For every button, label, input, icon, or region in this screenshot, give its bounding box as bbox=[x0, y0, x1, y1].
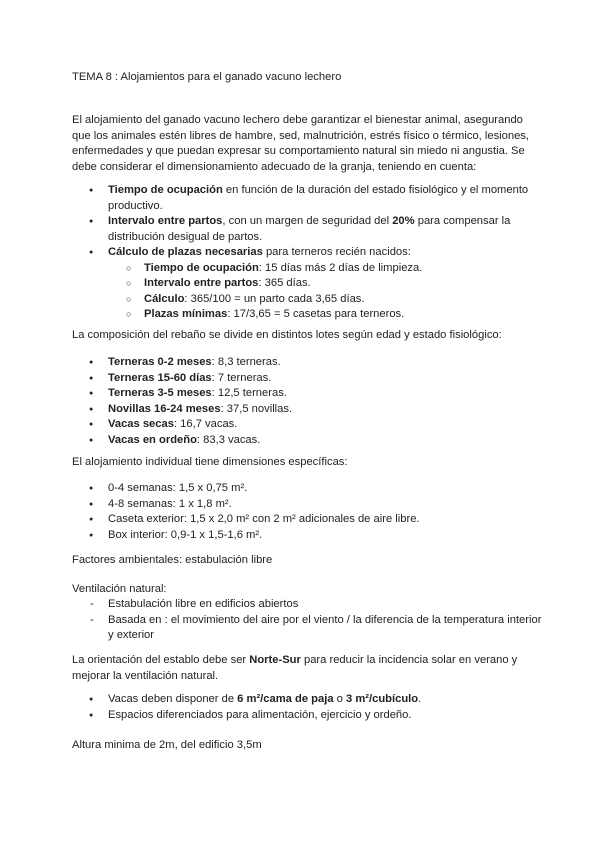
list-item bbox=[108, 261, 542, 277]
item-bold: Vacas secas bbox=[108, 418, 174, 430]
item-bold: Cálculo bbox=[144, 292, 185, 305]
individual-intro: El alojamiento individual tiene dimensiones específicas: bbox=[72, 456, 348, 468]
list-item bbox=[72, 386, 292, 402]
item-text: : 83,3 vacas. bbox=[196, 433, 261, 446]
factors-line: Factores ambientales: estabulación libre bbox=[72, 554, 273, 566]
list-item: ● 0-4 semanas: 1,5 x 0,75 m². bbox=[72, 481, 420, 497]
item-text: : 37,5 novillas. bbox=[220, 402, 293, 415]
list-item bbox=[108, 292, 542, 308]
list-item bbox=[72, 183, 542, 214]
list-item bbox=[108, 276, 542, 292]
list-item bbox=[72, 692, 421, 708]
list-item bbox=[72, 245, 542, 323]
item-bold: Terneras 3-5 meses bbox=[108, 387, 212, 399]
item-text: : 12,5 terneras. bbox=[211, 387, 287, 399]
list-item bbox=[72, 371, 292, 387]
calc-sublist bbox=[108, 261, 542, 323]
herd-intro: La composición del rebaño se divide en distintos lotes según edad y estado fisiológico: bbox=[72, 329, 502, 341]
item-text: : 365/100 = un parto cada 3,65 días. bbox=[184, 292, 365, 305]
item-bold: Novillas 16-24 meses bbox=[108, 402, 221, 415]
item-text: : 8,3 terneras. bbox=[211, 356, 281, 368]
list-item bbox=[72, 433, 292, 449]
item-bold: Tiempo de ocupación bbox=[144, 261, 259, 274]
height-line: Altura minima de 2m, del edificio 3,5m bbox=[72, 739, 262, 751]
list-item bbox=[108, 307, 542, 323]
item-text: : 17/3,65 = 5 casetas para terneros. bbox=[227, 308, 405, 320]
list-item bbox=[72, 355, 292, 371]
intro-paragraph: El alojamiento del ganado vacuno lechero debe garantizar el bienestar animal, asegurando que los animales estén libres de hambre, sed, malnutrición, estrés físico o térmico, lesiones, enfermedades y que puedan expresar su comportamiento natural sin miedo ni angustia. Se debe considerar el dimensionamiento adecuado de la granja, teniendo en cuenta: bbox=[72, 114, 530, 173]
item-bold: Cálculo de plazas necesarias bbox=[108, 246, 263, 258]
item-text: , con un margen de seguridad del bbox=[222, 215, 393, 227]
list-item bbox=[72, 402, 292, 418]
orientation-text: para reducir la incidencia solar en verano y mejorar la ventilación natural. bbox=[72, 654, 518, 682]
item-text: para terneros recién nacidos: bbox=[262, 246, 411, 258]
item-text: Vacas deben disponer de bbox=[108, 693, 238, 705]
item-bold: Terneras 0-2 meses bbox=[108, 356, 212, 368]
orientation-bold: Norte-Sur bbox=[249, 654, 301, 666]
item-bold: Plazas mínimas bbox=[144, 308, 228, 320]
item-bold: Intervalo entre partos bbox=[144, 277, 259, 289]
ventilation-title: Ventilación natural: bbox=[72, 583, 167, 595]
item-text: en función de la duración del estado fisiológico y el momento productivo. bbox=[108, 184, 529, 212]
item-bold: Intervalo entre partos bbox=[108, 215, 223, 227]
item-bold: Terneras 15-60 días bbox=[108, 371, 212, 384]
item-bold: 3 m²/cubículo bbox=[346, 693, 419, 705]
list-item: ● Caseta exterior: 1,5 x 2,0 m² con 2 m² adicionales de aire libre. bbox=[72, 512, 420, 528]
orientation-paragraph bbox=[72, 653, 532, 684]
individual-list bbox=[72, 481, 420, 543]
item-text: o bbox=[333, 693, 347, 705]
orientation-text: La orientación del establo debe ser bbox=[72, 654, 250, 666]
list-item: - Estabulación libre en edificios abiertos bbox=[72, 597, 542, 613]
ventilation-list bbox=[72, 597, 542, 644]
item-text: : 15 días más 2 días de limpieza. bbox=[258, 261, 423, 274]
list-item bbox=[72, 417, 292, 433]
item-text: : 7 terneras. bbox=[211, 371, 272, 384]
item-text: : 16,7 vacas. bbox=[173, 418, 238, 430]
list-item: - Basada en : el movimiento del aire por el viento / la diferencia de la temperatura interior y exterior bbox=[72, 613, 542, 644]
herd-list bbox=[72, 355, 292, 448]
space-list bbox=[72, 692, 421, 723]
item-bold: 20% bbox=[392, 215, 415, 227]
item-bold: Vacas en ordeño bbox=[108, 433, 197, 446]
list-item: ● Box interior: 0,9-1 x 1,5-1,6 m². bbox=[72, 528, 420, 544]
item-text: : 365 días. bbox=[258, 277, 311, 289]
item-text: para compensar la distribución desigual de partos. bbox=[108, 215, 511, 243]
item-bold: 6 m²/cama de paja bbox=[237, 693, 334, 705]
considerations-list bbox=[72, 183, 542, 323]
page-title: TEMA 8 : Alojamientos para el ganado vacuno lechero bbox=[72, 71, 342, 83]
list-item: ● Espacios diferenciados para alimentación, ejercicio y ordeño. bbox=[72, 708, 421, 724]
item-text: . bbox=[418, 693, 422, 705]
list-item: ● 4-8 semanas: 1 x 1,8 m². bbox=[72, 497, 420, 513]
item-bold: Tiempo de ocupación bbox=[108, 184, 223, 196]
list-item bbox=[72, 214, 542, 245]
